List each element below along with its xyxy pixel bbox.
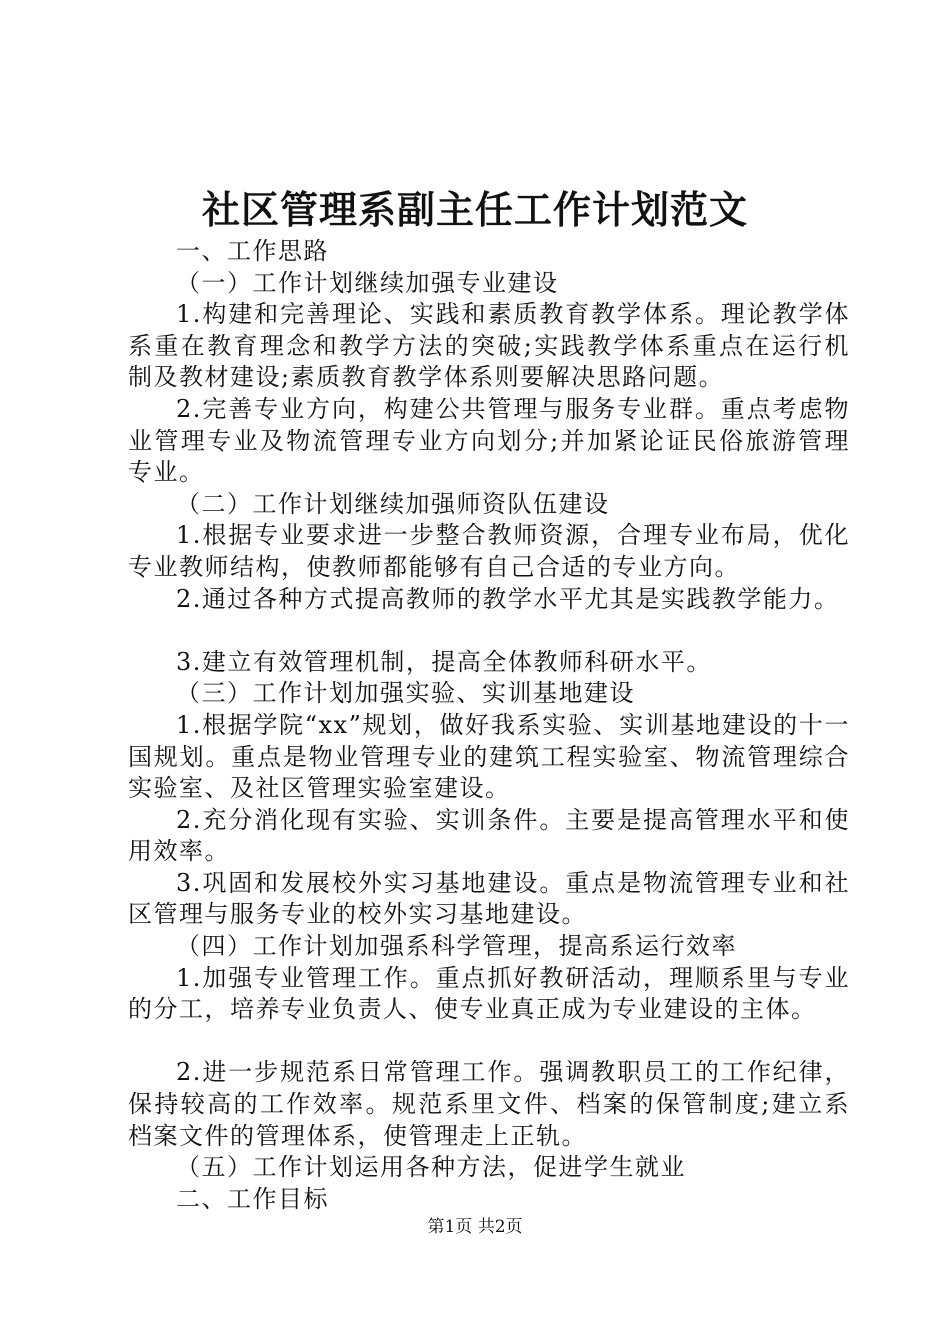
- paragraph: 1.根据学院“xx”规划，做好我系实验、实训基地建设的十一国规划。重点是物业管理专业的建筑工程实验室、物流管理综合实验室、及社区管理实验室建设。: [128, 710, 850, 803]
- paragraph: 1.构建和完善理论、实践和素质教育教学体系。理论教学体系重在教育理念和教学方法的突破;实践教学体系重点在运行机制及教材建设;素质教育教学体系则要解决思路问题。: [128, 300, 850, 392]
- paragraph: 2.完善专业方向，构建公共管理与服务专业群。重点考虑物业管理专业及物流管理专业方向划分;并加紧论证民俗旅游管理专业。: [128, 394, 850, 487]
- subsection-heading-3: （三）工作计划加强实验、实训基地建设: [176, 679, 635, 708]
- paragraph: 2.通过各种方式提高教师的教学水平尤其是实践教学能力。: [176, 584, 840, 613]
- blank-line: [128, 1026, 850, 1058]
- paragraph: 1.加强专业管理工作。重点抓好教研活动，理顺系里与专业的分工，培养专业负责人、使专业真正成为专业建设的主体。: [128, 963, 850, 1024]
- subsection-heading-4: （四）工作计划加强系科学管理，提高系运行效率: [176, 932, 737, 961]
- subsection-heading-5: （五）工作计划运用各种方法，促进学生就业: [176, 1153, 686, 1182]
- blank-line: [128, 615, 850, 647]
- paragraph: 3.建立有效管理机制，提高全体教师科研水平。: [176, 647, 712, 676]
- paragraph: 3.巩固和发展校外实习基地建设。重点是物流管理专业和社区管理与服务专业的校外实习基地建设。: [128, 868, 850, 929]
- document-title: 社区管理系副主任工作计划范文: [201, 187, 748, 232]
- document-body: [128, 236, 850, 1215]
- section-heading-ideas: 一、工作思路: [176, 237, 329, 265]
- subsection-heading-1: （一）工作计划继续加强专业建设: [176, 268, 559, 297]
- section-heading-goals: 二、工作目标: [176, 1184, 329, 1213]
- paragraph: 2.充分消化现有实验、实训条件。主要是提高管理水平和使用效率。: [128, 805, 850, 866]
- page-number-footer: 第1页 共2页: [427, 1217, 523, 1237]
- subsection-heading-2: （二）工作计划继续加强师资队伍建设: [176, 489, 610, 518]
- paragraph: 1.根据专业要求进一步整合教师资源，合理专业布局，优化专业教师结构，使教师都能够有自己合适的专业方向。: [128, 521, 850, 581]
- paragraph: 2.进一步规范系日常管理工作。强调教职员工的工作纪律，保持较高的工作效率。规范系里文件、档案的保管制度;建立系档案文件的管理体系，使管理走上正轨。: [128, 1058, 850, 1150]
